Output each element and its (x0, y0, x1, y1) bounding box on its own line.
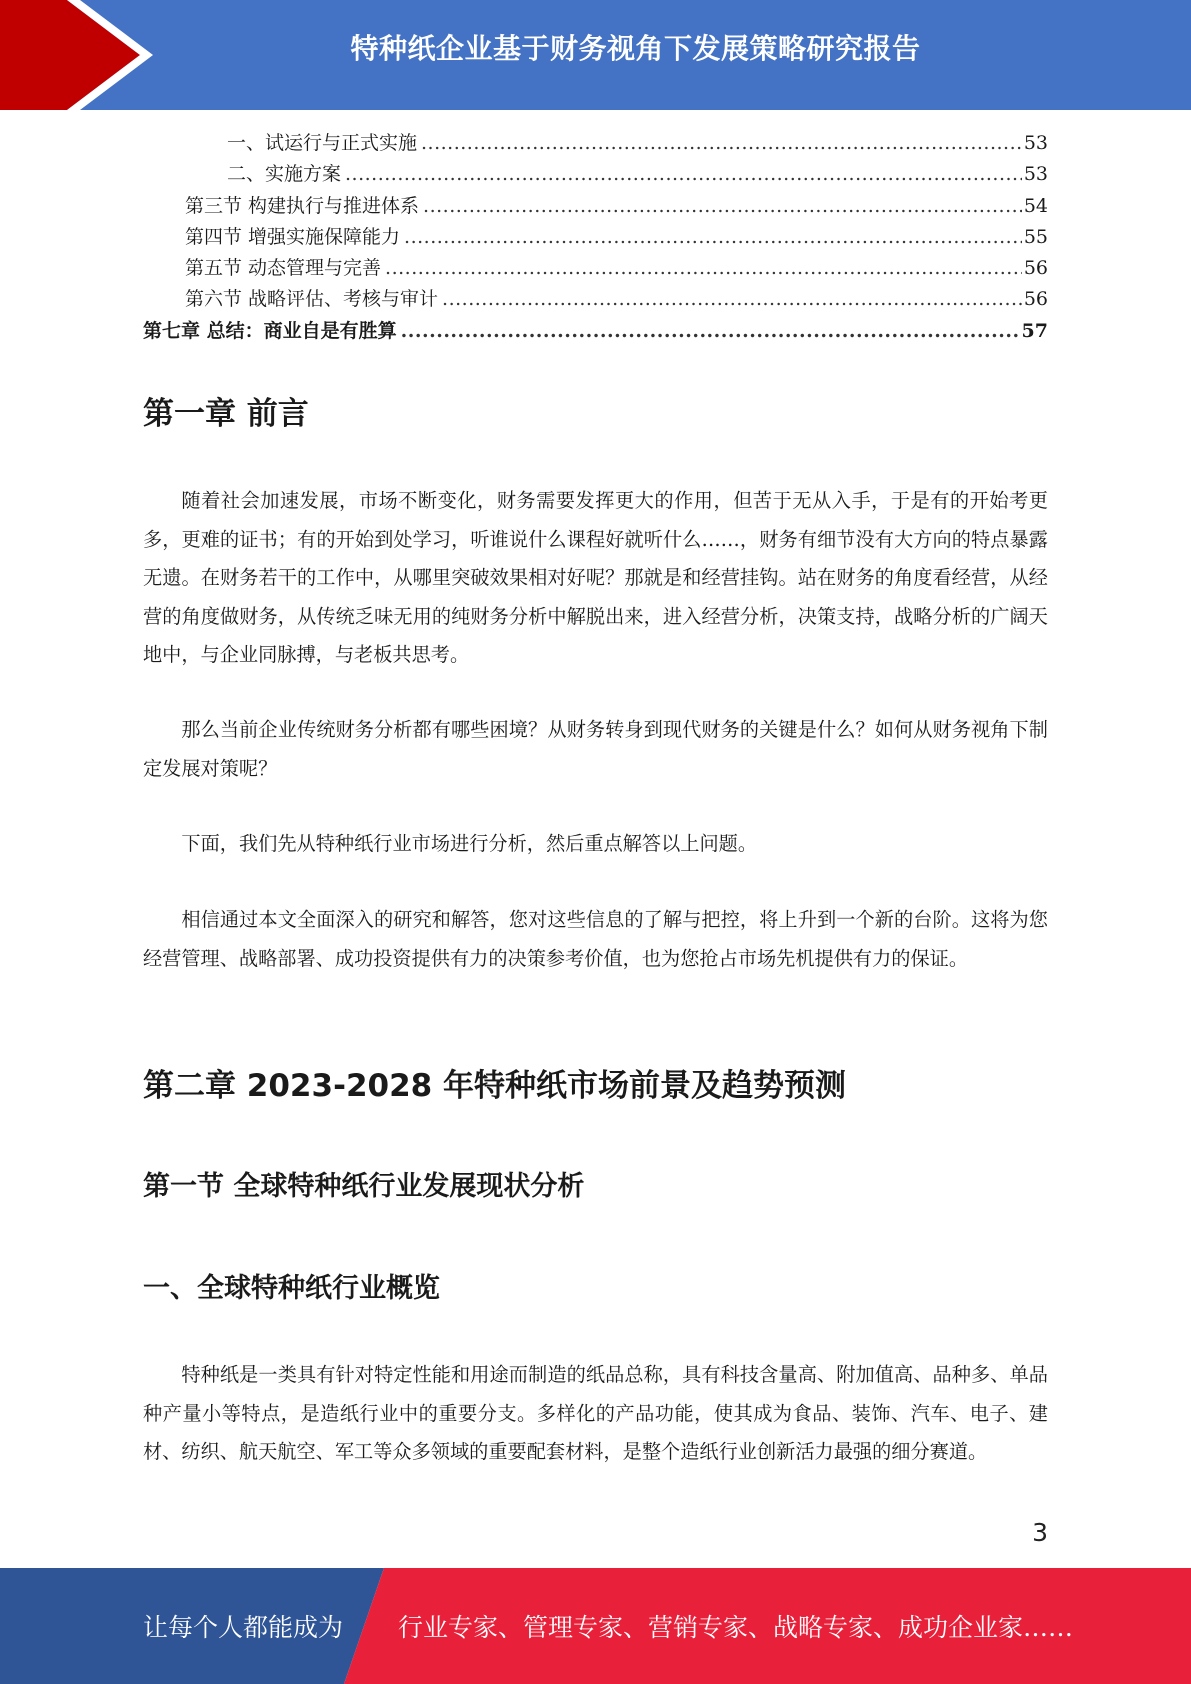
toc-entry[interactable] (143, 159, 1048, 190)
toc-entry[interactable] (143, 316, 1048, 347)
toc-entry[interactable] (143, 284, 1048, 315)
subsection-1-heading: 一、全球特种纸行业概览 (143, 1273, 440, 1304)
toc-entry-page: 54 (1023, 194, 1048, 217)
toc-entry-page: 56 (1023, 288, 1048, 311)
toc-leader-dots (423, 191, 1022, 222)
report-title: 特种纸企业基于财务视角下发展策略研究报告 (350, 32, 921, 65)
toc-entry[interactable] (143, 253, 1048, 284)
toc-entry-page: 53 (1023, 132, 1048, 154)
toc-entry-label: 第三节 构建执行与推进体系 (185, 194, 420, 217)
toc-entry-label: 第七章 总结：商业自是有胜算 (143, 319, 397, 342)
toc-entry-label: 第四节 增强实施保障能力 (185, 225, 401, 248)
chapter-1-paragraph-4: 相信通过本文全面深入的研究和解答，您对这些信息的了解与把控，将上升到一个新的台阶。这将为您经营管理、战略部署、成功投资提供有力的决策参考价值，也为您抢占市场先机提供有力的保证。 (143, 908, 1048, 970)
toc-leader-dots (404, 222, 1022, 253)
chapter-1-paragraph-3: 下面，我们先从特种纸行业市场进行分析，然后重点解答以上问题。 (181, 832, 758, 855)
toc-entry-label: 第五节 动态管理与完善 (185, 257, 382, 280)
toc-entry-page: 55 (1023, 225, 1048, 248)
toc-entry-label: 一、试运行与正式实施 (227, 132, 418, 154)
section-1-heading: 第一节 全球特种纸行业发展现状分析 (143, 1171, 585, 1202)
toc-entry[interactable] (143, 128, 1048, 159)
toc-entry[interactable] (143, 191, 1048, 222)
chapter-2-paragraph-1: 特种纸是一类具有针对特定性能和用途而制造的纸品总称，具有科技含量高、附加值高、品种多、单品种产量小等特点，是造纸行业中的重要分支。多样化的产品功能，使其成为食品、装饰、汽车、电子、建材、纺织、航天航空、军工等众多领域的重要配套材料，是整个造纸行业创新活力最强的细分赛道。 (143, 1363, 1048, 1463)
toc-leader-dots (401, 316, 1020, 347)
footer-slogan-right: 行业专家、管理专家、营销专家、战略专家、成功企业家…… (398, 1613, 1074, 1642)
chapter-1-heading: 第一章 前言 (143, 396, 309, 432)
toc-leader-dots (421, 128, 1022, 159)
page-number: 3 (1032, 1518, 1048, 1547)
chapter-2-heading: 第二章 2023-2028 年特种纸市场前景及趋势预测 (143, 1068, 847, 1104)
page-footer (0, 1568, 1191, 1684)
chapter-1-paragraph-2: 那么当前企业传统财务分析都有哪些困境？从财务转身到现代财务的关键是什么？如何从财务视角下制定发展对策呢？ (143, 718, 1048, 780)
toc-leader-dots (385, 253, 1022, 284)
toc-leader-dots (442, 284, 1022, 315)
page-header (0, 0, 1191, 110)
chapter-1-paragraph-1: 随着社会加速发展，市场不断变化，财务需要发挥更大的作用，但苦于无从入手，于是有的开始考更多，更难的证书；有的开始到处学习，听谁说什么课程好就听什么……，财务有细节没有大方向的特点暴露无遗。在财务若干的工作中，从哪里突破效果相对好呢？那就是和经营挂钩。站在财务的角度看经营，从经营的角度做财务，从传统乏味无用的纯财务分析中解脱出来，进入经营分析，决策支持，战略分析的广阔天地中，与企业同脉搏，与老板共思考。 (143, 489, 1048, 666)
toc-entry-page: 56 (1023, 257, 1048, 280)
toc-entry-label: 第六节 战略评估、考核与审计 (185, 288, 439, 311)
toc-entry-page: 53 (1023, 163, 1048, 186)
toc-entry[interactable] (143, 222, 1048, 253)
footer-slogan-left: 让每个人都能成为 (143, 1613, 344, 1642)
toc-entry-page: 57 (1021, 319, 1048, 342)
toc-entry-label: 二、实施方案 (227, 163, 342, 186)
toc-leader-dots (345, 159, 1022, 190)
table-of-contents (143, 128, 1048, 347)
